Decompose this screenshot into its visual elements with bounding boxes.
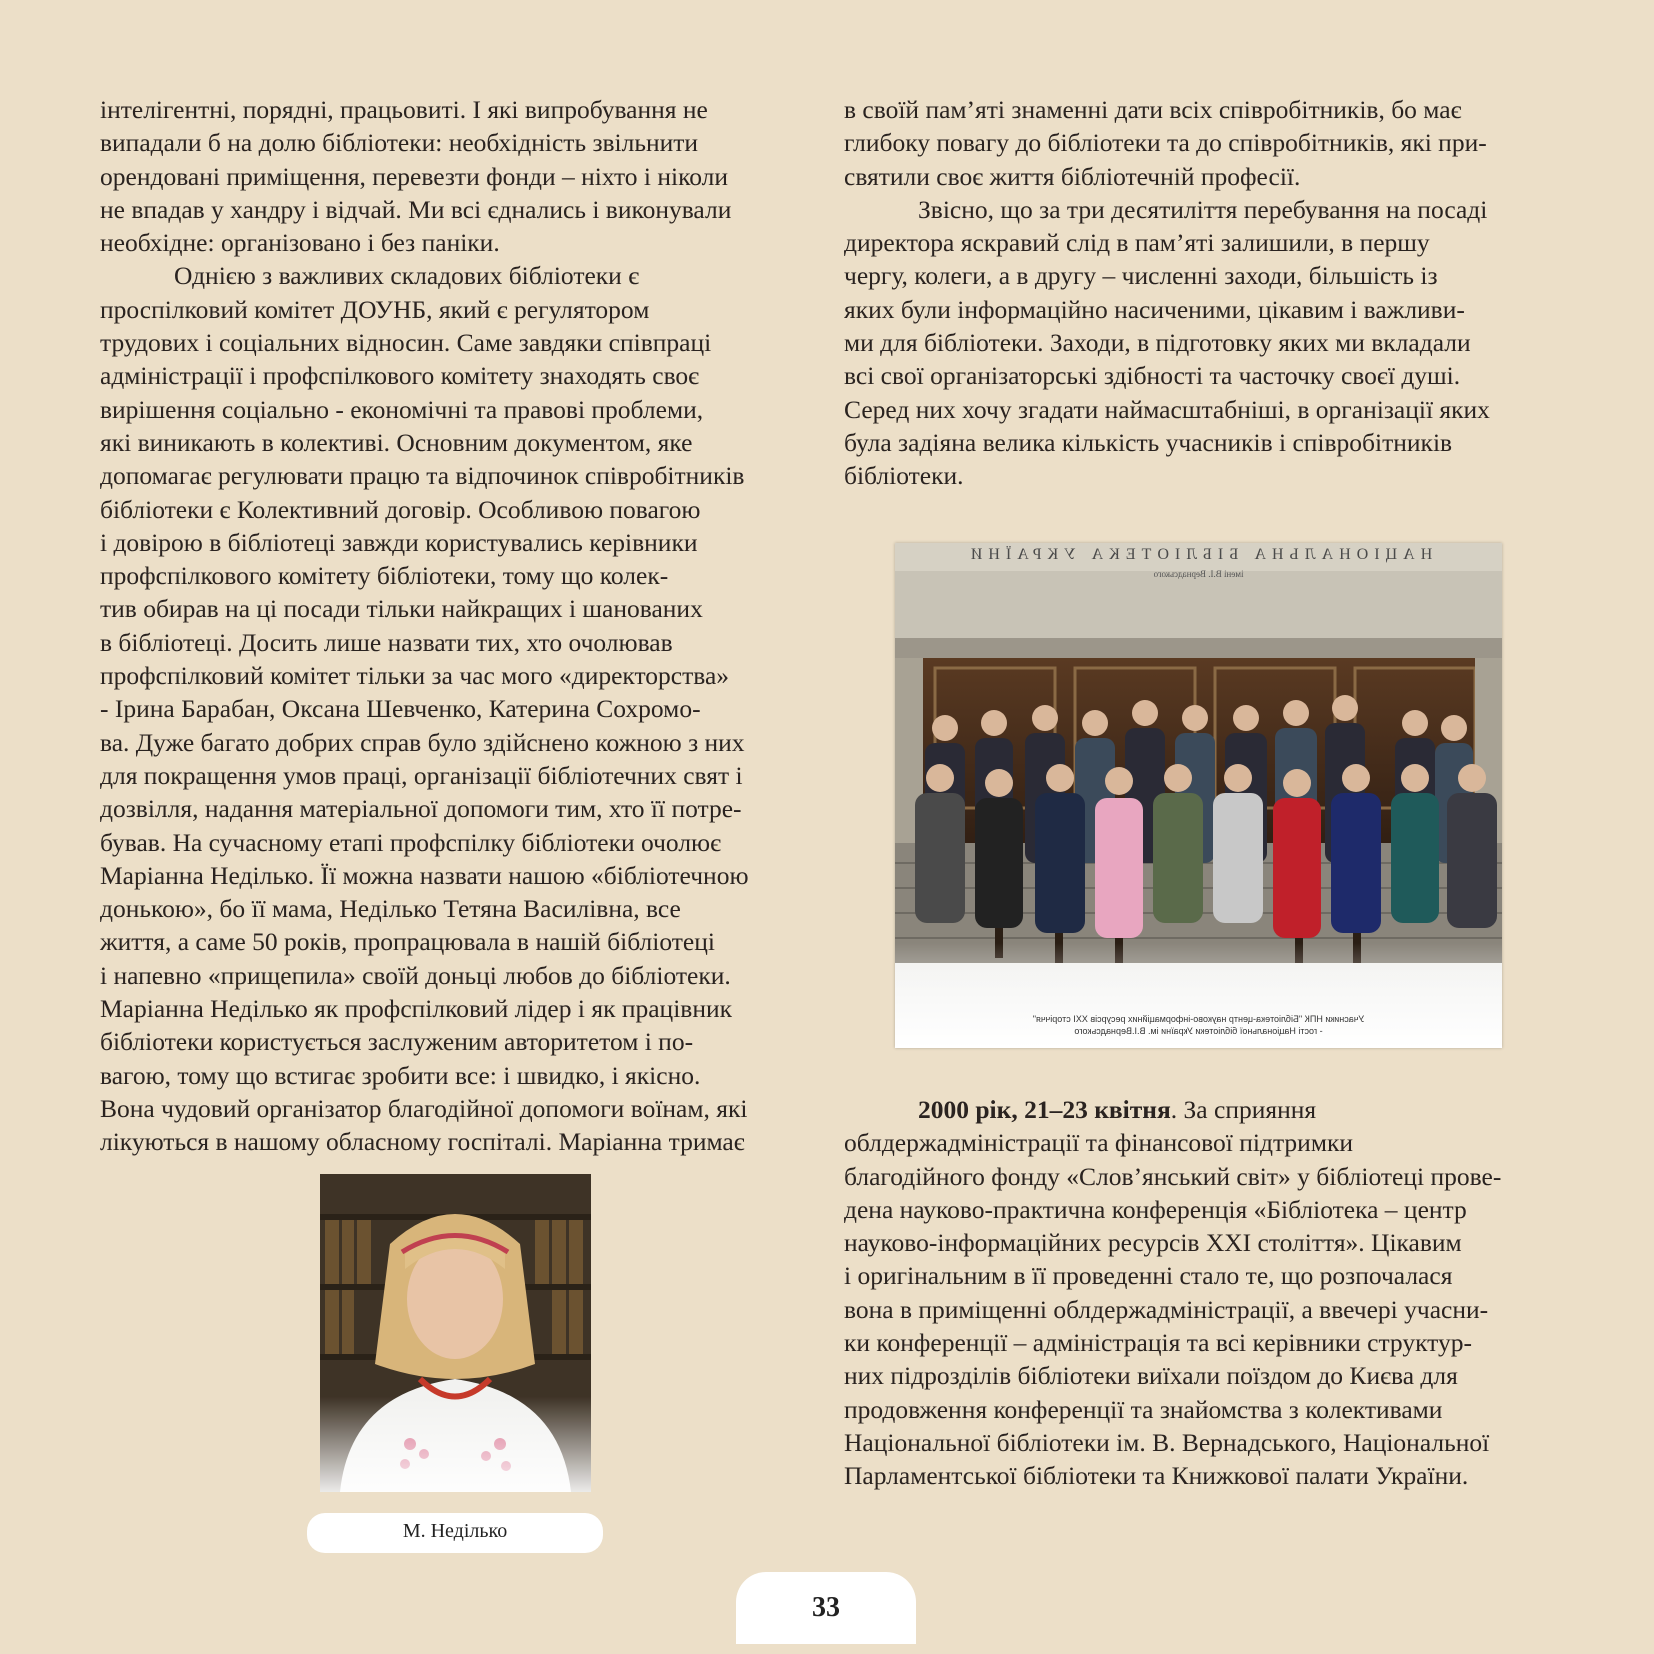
- text-line: [844, 1093, 1564, 1126]
- text-line: інтелігентні, порядні, працьовиті. І які випробування не: [100, 95, 708, 124]
- text-line: бував. На сучасному етапі профспілку бібліотеки очолює: [100, 827, 722, 857]
- text-line: проспілковий комітет ДОУНБ, який є регулятором: [100, 294, 650, 324]
- text-line: життя, а саме 50 років, пропрацювала в нашій бібліотеці: [100, 927, 715, 957]
- text-line: Маріанна Неділько. Її можна назвати нашою «бібліотечною: [100, 860, 749, 890]
- text-line: Серед них хочу згадати наймасштабніші, в організації яких: [844, 394, 1490, 424]
- text-line: тив обирав на ці посади тільки найкращих і шанованих: [100, 594, 703, 624]
- text-line: бібліотеки є Колективний договір. Особливою повагою: [100, 494, 701, 524]
- text-line: бібліотеки.: [844, 461, 964, 491]
- text-line: Вона чудовий організатор благодійної допомоги воїнам, які: [100, 1093, 748, 1123]
- text-line: Парламентської бібліотеки та Книжкової палати України.: [844, 1461, 1469, 1491]
- text-line: ми для бібліотеки. Заходи, в підготовку яких ми вкладали: [844, 328, 1471, 358]
- text-line: яких були інформаційно насиченими, цікавим і важливи-: [844, 294, 1465, 324]
- text-line: в бібліотеці. Досить лише назвати тих, хто очолював: [100, 627, 673, 657]
- building-sign-sub: імені В.І. Вернадського: [1153, 569, 1244, 579]
- text-line: донькою», бо її мама, Неділько Тетяна Василівна, все: [100, 894, 681, 924]
- text-line: і оригінальним в її проведенні стало те, що розпочалася: [844, 1261, 1453, 1291]
- left-text-column: [100, 93, 820, 1159]
- left-paragraph-2: [100, 259, 820, 1158]
- text-line: них підрозділів бібліотеки виїхали поїздом до Києва для: [844, 1361, 1458, 1391]
- group-photo: [895, 543, 1502, 1048]
- text-line: вирішення соціально - економічні та правові проблеми,: [100, 394, 704, 424]
- text-line: Національної бібліотеки ім. В. Вернадського, Національної: [844, 1427, 1490, 1457]
- group-photo-caption-line: - гості Національної бібліотеки України ім. В.І.Вернадського: [1074, 1026, 1323, 1036]
- text-line: святили своє життя бібліотечній професії.: [844, 161, 1301, 191]
- text-line: директора яскравий слід в пам’яті залишили, в першу: [844, 228, 1430, 258]
- left-paragraph-1: [100, 93, 820, 259]
- text-line: благодійного фонду «Слов’янський світ» у бібліотеці прове-: [844, 1161, 1502, 1191]
- text-line: необхідне: організовано і без паніки.: [100, 228, 500, 258]
- text-line: для покращення умов праці, організації бібліотечних свят і: [100, 760, 743, 790]
- right-text-column-top: [844, 93, 1564, 493]
- text-line: в своїй пам’яті знаменні дати всіх співробітників, бо має: [844, 95, 1462, 124]
- text-line: - Ірина Барабан, Оксана Шевченко, Катерина Сохромо-: [100, 694, 701, 724]
- text-line: ки конференції – адміністрація та всі керівники структур-: [844, 1328, 1472, 1358]
- text-line: ва. Дуже багато добрих справ було здійснено кожною з них: [100, 727, 745, 757]
- date-heading: 2000 рік, 21–23 квітня: [918, 1095, 1171, 1124]
- text-fragment: . За сприяння: [1170, 1095, 1317, 1124]
- right-paragraph-2: [844, 193, 1564, 493]
- text-line: Маріанна Неділько як профспілковий лідер і як працівник: [100, 994, 732, 1024]
- text-line: глибоку повагу до бібліотеки та до співробітників, які при-: [844, 128, 1487, 158]
- portrait-caption: М. Неділько: [307, 1513, 603, 1553]
- group-photo-image: [895, 543, 1502, 1048]
- text-line: профспілкового комітету бібліотеки, тому що колек-: [100, 561, 669, 591]
- text-line: продовження конференції та знайомства з колективами: [844, 1394, 1443, 1424]
- text-line: лікуються в нашому обласному госпіталі. Маріанна тримає: [100, 1127, 745, 1157]
- text-line: адміністрації і профспілкового комітету знаходять своє: [100, 361, 700, 391]
- text-line: бібліотеки користується заслуженим авторитетом і по-: [100, 1027, 694, 1057]
- group-photo-caption: [895, 1013, 1502, 1037]
- text-line: чергу, колеги, а в другу – численні заходи, більшість із: [844, 261, 1438, 291]
- group-photo-caption-line: Учасники НПК "Бібліотека-центр науково-інформаційних ресурсів XXI сторіччя": [1032, 1014, 1365, 1024]
- text-line: науково-інформаційних ресурсів XXI століття». Цікавим: [844, 1228, 1462, 1258]
- text-line: була задіяна велика кількість учасників і співробітників: [844, 427, 1453, 457]
- text-line: Звісно, що за три десятиліття перебування на посаді: [918, 194, 1488, 224]
- text-line: Однією з важливих складових бібліотеки є: [174, 261, 640, 291]
- text-line: трудових і соціальних відносин. Саме завдяки співпраці: [100, 328, 712, 358]
- text-line: і довірою в бібліотеці завжди користувались керівники: [100, 527, 698, 557]
- text-line: вагою, тому що встигає зробити все: і швидко, і якісно.: [100, 1060, 701, 1090]
- portrait-image: [320, 1174, 591, 1492]
- text-line: дозвілля, надання матеріальної допомоги тим, хто її потре-: [100, 794, 742, 824]
- text-line: які виникають в колективі. Основним документом, яке: [100, 427, 693, 457]
- building-sign: НАЦІОНАЛЬНА БІБЛІОТЕКА УКРАЇНИ: [964, 546, 1433, 563]
- text-line: облдержадміністрації та фінансової підтримки: [844, 1128, 1353, 1158]
- text-line: дена науково-практична конференція «Бібліотека – центр: [844, 1194, 1467, 1224]
- text-line: допомагає регулювати працю та відпочинок співробітників: [100, 461, 745, 491]
- right-paragraph-1: [844, 93, 1564, 193]
- right-text-column-bottom: [844, 1093, 1564, 1493]
- portrait-photo: [320, 1174, 591, 1492]
- page-number: 33: [736, 1572, 916, 1644]
- text-line: всі свої організаторські здібності та часточку своєї душі.: [844, 361, 1461, 391]
- text-line: і напевно «прищепила» своїй доньці любов до бібліотеки.: [100, 960, 731, 990]
- text-line: випадали б на долю бібліотеки: необхідність звільнити: [100, 128, 699, 158]
- text-line: орендовані приміщення, перевезти фонди – ніхто і ніколи: [100, 161, 728, 191]
- text-line: вона в приміщенні облдержадміністрації, а ввечері учасни-: [844, 1294, 1489, 1324]
- right-paragraph-3: [844, 1093, 1564, 1493]
- text-line: профспілковий комітет тільки за час мого «директорства»: [100, 661, 730, 691]
- text-line: не впадав у хандру і відчай. Ми всі єднались і виконували: [100, 194, 732, 224]
